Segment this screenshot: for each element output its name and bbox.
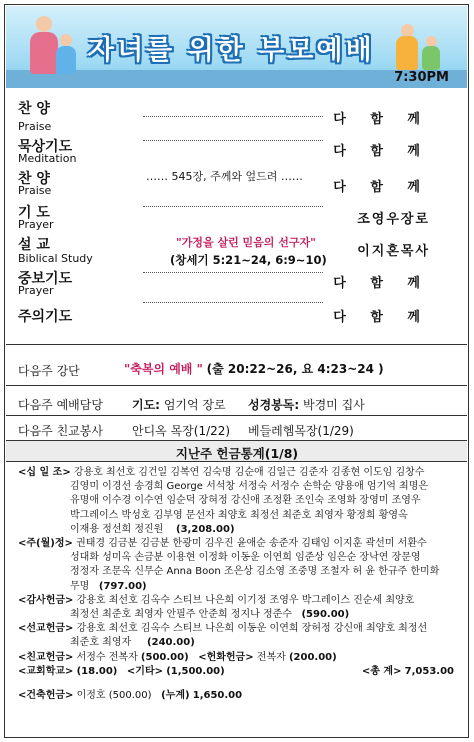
mission-label: <선교헌금> xyxy=(18,623,74,635)
order-leader: 다 함 께 xyxy=(333,180,430,195)
mission-total: (240.00) xyxy=(147,637,195,649)
flower-total: (200.00) xyxy=(288,651,337,663)
tithe-label: <십 일 조> xyxy=(18,467,71,478)
building-line xyxy=(18,689,458,703)
order-label-en: Prayer xyxy=(18,218,54,231)
duty-prayer-name: 엄기억 장로 xyxy=(163,398,226,412)
order-leader: 이지혼목사 xyxy=(357,244,430,259)
fellow-names: 서정수 전복자 xyxy=(76,651,138,663)
figure-body-left2 xyxy=(56,46,76,74)
school-label: <교회학교> xyxy=(18,665,74,677)
order-label-en: Biblical Study xyxy=(18,252,93,265)
mission-line-2 xyxy=(18,636,458,650)
mission-names: 최준호 최영자 xyxy=(70,637,132,649)
order-label-en: Meditation xyxy=(18,152,77,165)
building-label: <건축헌금> xyxy=(18,690,74,702)
divider xyxy=(6,344,467,345)
building-names: 이정호 (500.00) xyxy=(76,690,152,702)
hymn-title: 545장, 주께와 엎드려 xyxy=(171,170,278,183)
tithe-line-4: 박그레이스 박성호 김부영 문선자 최양호 최정선 최준호 최영자 황정희 황영옥 xyxy=(70,509,408,521)
spacer xyxy=(18,679,458,689)
divider xyxy=(6,461,467,462)
order-label: 설 교 xyxy=(18,237,50,253)
order-label: 주의기도 xyxy=(18,309,73,325)
figure-head-left2 xyxy=(60,34,72,46)
dotted-leader xyxy=(143,140,323,141)
dotted-leader xyxy=(143,116,323,117)
tithe-total: (3,208.00) xyxy=(176,523,235,535)
thanks-line-4 xyxy=(18,580,458,594)
fellow-label: <친교헌금> xyxy=(18,651,74,663)
building-sum-label: (누계) xyxy=(161,690,190,702)
thanks-total: (797.00) xyxy=(98,580,147,592)
figure-body-right2 xyxy=(422,46,440,70)
thanks-line-2: 성대화 성미옥 손금분 이용현 이정화 이동운 이연희 임준상 임은순 장낙연 장문영 xyxy=(70,552,421,564)
mission-line-1 xyxy=(18,622,458,636)
order-leader: 다 함 께 xyxy=(333,144,430,159)
etc-total: (1,500.00) xyxy=(166,665,225,677)
duty-reading-name: 박경미 집사 xyxy=(303,398,365,412)
figure-body-right xyxy=(396,36,418,70)
order-label-en: Praise xyxy=(18,120,52,133)
grat-line-2 xyxy=(18,608,458,622)
order-label-en: Prayer xyxy=(18,284,54,297)
grand-total-group xyxy=(362,665,454,679)
next-sermon xyxy=(124,360,384,377)
mission-names: 강용호 최선호 김옥수 스티브 나은희 이동운 이연희 장허정 강신애 최양호 최정선 xyxy=(76,623,428,635)
order-label: 기 도 xyxy=(18,205,50,221)
dotted-leader xyxy=(143,206,323,207)
grat-label: <감사헌금> xyxy=(18,594,74,606)
sermon-verse: (창세기 5:21~24, 6:9~10) xyxy=(170,253,327,267)
order-leader: 다 함 께 xyxy=(333,276,430,291)
service-title: 자녀를 위한 부모예배 xyxy=(88,35,375,66)
order-leader: 다 함 께 xyxy=(333,310,430,325)
order-label-en: Praise xyxy=(18,184,52,197)
flower-names: 전복자 xyxy=(256,651,286,663)
grat-names: 최정선 최준호 최영자 안필주 안준희 정지나 정준수 xyxy=(70,609,292,621)
school-line xyxy=(18,665,458,679)
duty-reading xyxy=(248,396,365,413)
family-illustration-left xyxy=(36,16,52,32)
offering-title: 지난주 헌금통계(1/8) xyxy=(175,446,299,461)
grand-total: 7,053.00 xyxy=(404,665,454,677)
duty-prayer-label: 기도: xyxy=(132,398,160,412)
order-leader: 다 함 께 xyxy=(333,112,430,127)
service-item-2: 베들레헴목장(1/29) xyxy=(248,424,354,438)
order-of-worship xyxy=(18,92,458,342)
grat-names: 강용호 최선호 김옥수 스티브 나은희 이기정 조영우 박그레이스 진순세 최양호 xyxy=(76,594,415,606)
thanks-line-3: 정정자 조문옥 신무순 Anna Boon 조은상 김소영 조중명 조철자 허 윤 한규주 한미화 xyxy=(70,566,440,578)
thanks-names: 무명 xyxy=(70,580,90,592)
dotted-leader xyxy=(143,272,323,273)
next-sermon-verse: (출 20:22~26, 요 4:23~24 ) xyxy=(206,362,384,376)
building-sum: 1,650.00 xyxy=(192,690,243,702)
tithe-line-2: 김영미 이경선 송경희 George 서석창 서정숙 서정수 손학순 양용애 엄기억 최명은 xyxy=(70,481,429,493)
fellow-total: (500.00) xyxy=(140,651,189,663)
service-time: 7:30PM xyxy=(394,70,449,85)
order-label: 중보기도 xyxy=(18,271,73,287)
thanks-label: <주(월)정> xyxy=(18,538,73,550)
fellow-line xyxy=(18,651,458,665)
order-label: 찬 양 xyxy=(18,101,50,117)
etc-label: <기타> xyxy=(126,665,163,677)
next-sermon-title: "축복의 예배 " xyxy=(124,362,203,376)
tithe-names: 강용호 최선호 김건일 김복연 김숙명 김순애 김일근 김준자 김종현 이도임 김창수 xyxy=(73,467,425,478)
order-label: 찬 양 xyxy=(18,171,50,187)
tithe-names: 이재용 정선희 정진원 xyxy=(70,523,164,535)
next-label: 다음주 강단 xyxy=(18,364,80,378)
order-leader: 조영우장로 xyxy=(357,212,430,227)
flower-label: <헌화헌금> xyxy=(198,651,254,663)
figure-body-left xyxy=(30,32,58,74)
duty-label: 다음주 예배담당 xyxy=(18,398,103,412)
school-total: (18.00) xyxy=(76,665,118,677)
order-label: 묵상기도 xyxy=(18,139,73,155)
dotted-leader xyxy=(143,302,323,303)
divider xyxy=(6,385,467,386)
offering-list xyxy=(18,466,458,703)
divider xyxy=(6,415,467,416)
service-item-1: 안디옥 목장(1/22) xyxy=(132,424,231,438)
grand-label: <총 계> xyxy=(361,665,402,677)
header-banner xyxy=(6,6,467,88)
grat-total: (590.00) xyxy=(301,609,350,621)
grat-line-1 xyxy=(18,594,458,608)
tithe-line-3: 유명애 이수경 이수연 임순덕 장혀정 강신애 조정환 조인숙 조영화 장영미 조영우 xyxy=(70,495,421,507)
tithe-line-5 xyxy=(18,523,458,537)
duty-prayer xyxy=(132,396,226,413)
tithe-line-1 xyxy=(18,466,458,480)
sermon-title: "가정을 살린 믿음의 선구자" xyxy=(176,236,316,249)
thanks-line-1 xyxy=(18,537,458,551)
thanks-names: 권태경 김금분 김금분 한광미 김우진 윤애순 송준자 김태임 이지훈 곽선미 서환수 xyxy=(76,538,427,550)
service-label: 다음주 친교봉사 xyxy=(18,424,103,438)
hymn-text: …… 545장, 주께와 엎드려 …… xyxy=(146,170,303,183)
duty-reading-label: 성경봉독: xyxy=(248,398,300,412)
